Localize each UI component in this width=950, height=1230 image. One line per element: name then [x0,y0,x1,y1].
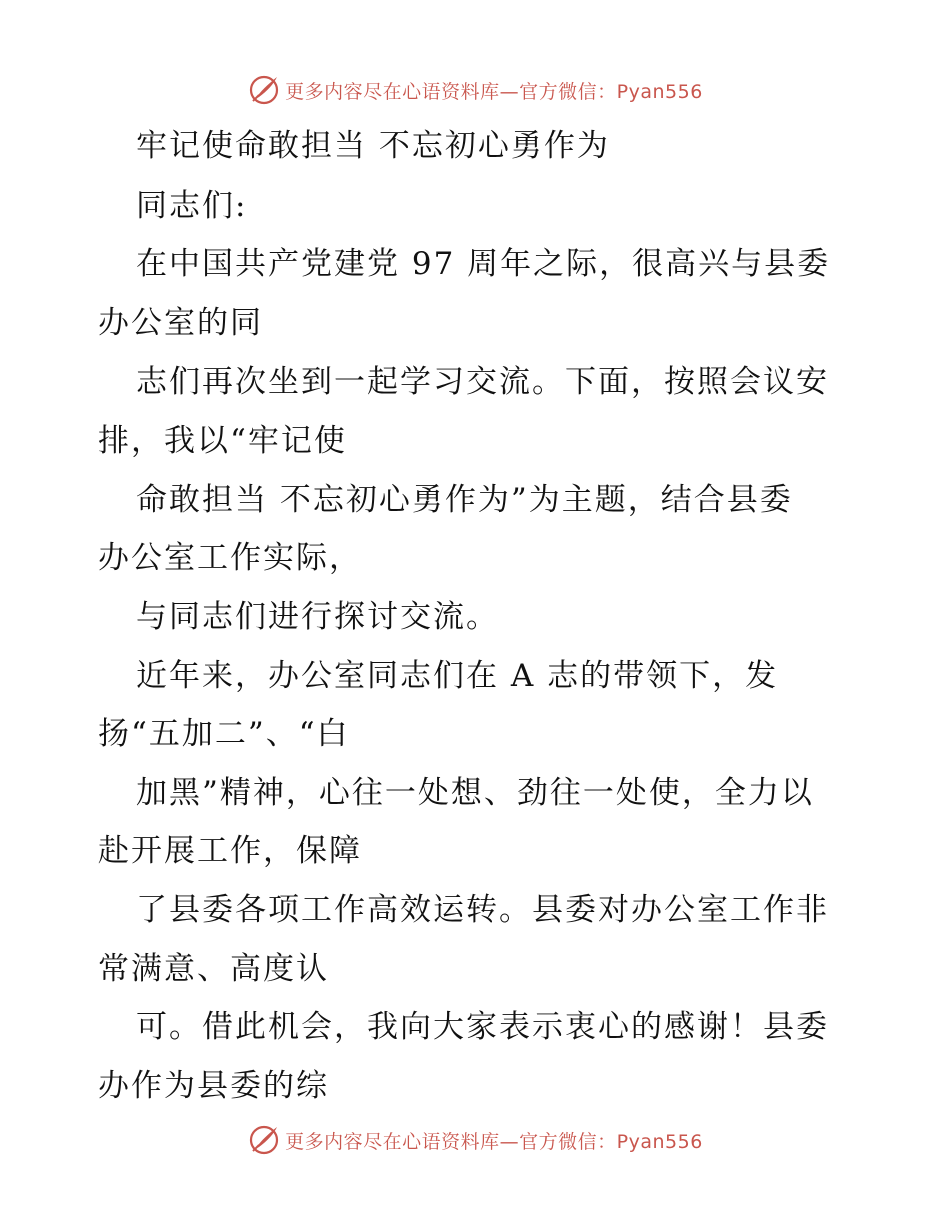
text-line: 办公室的同 [98,305,263,341]
text-line: 命敢担当 不忘初心勇作为”为主题，结合县委 [136,482,793,518]
text-line: 常满意、高度认 [98,951,329,987]
text-line: 办公室工作实际， [98,540,362,576]
footer-banner [0,1118,950,1162]
document-title: 牢记使命敢担当 不忘初心勇作为 [136,128,610,164]
text-line: 赴开展工作，保障 [98,833,362,869]
text-line: 可。借此机会，我向大家表示衷心的感谢！县委 [136,1009,829,1045]
text-line: 在中国共产党建党 97 周年之际，很高兴与县委 [136,246,831,282]
text-line: 加黑”精神，心往一处想、劲往一处使，全力以 [136,775,814,811]
text-line: 了县委各项工作高效运转。县委对办公室工作非 [136,892,829,928]
header-banner-text: 更多内容尽在心语资料库—官方微信：Pyan556 [285,80,703,103]
text-line: 扬“五加二”、“白 [98,716,350,752]
text-line: 同志们: [136,188,248,224]
text-line: 志们再次坐到一起学习交流。下面，按照会议安 [136,364,829,400]
text-line: 与同志们进行探讨交流。 [136,599,499,635]
text-line: 近年来，办公室同志们在 A 志的带领下，发 [136,658,779,694]
text-line: 办作为县委的综 [98,1068,329,1104]
footer-banner-text: 更多内容尽在心语资料库—官方微信：Pyan556 [285,1130,703,1153]
quill-seal-icon [247,1123,281,1157]
text-line: 排，我以“牢记使 [98,423,347,459]
